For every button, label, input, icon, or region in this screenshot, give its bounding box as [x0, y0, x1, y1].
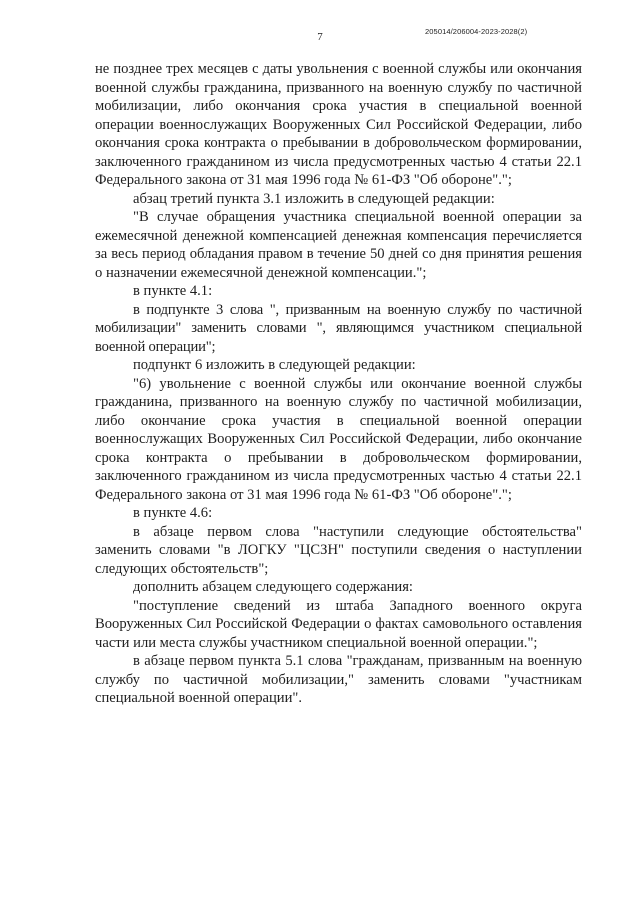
paragraph-amendment-3-1: абзац третий пункта 3.1 изложить в следующей редакции: [133, 190, 495, 207]
paragraph-point-5-1: в абзаце первом пункта 5.1 слова "гражданам, призванным на военную службу по частичной мобилизации," заменить словами "участникам специальной военной операции". [95, 653, 582, 706]
paragraph-first-abzats: в абзаце первом слова "наступили следующие обстоятельства" заменить словами "в ЛОГКУ "ЦСЗН" поступили сведения о наступлении следующих обстоятельств"; [95, 523, 582, 577]
paragraph-quote-3-1: "В случае обращения участника специальной военной операции за ежемесячной денежной компенсацией денежная компенсация перечисляется за весь период обладания правом в течение 50 дней со дня принятия решения о назначении ежемесячной денежной компенсации."; [95, 209, 582, 281]
paragraph-quote-subpoint-6: "6) увольнение с военной службы или окончание военной службы гражданина, призванного на военную службу по частичной мобилизации, либо окончание срока участия в специальной военной операции военнослужащих Вооруженных Сил Российской Федерации, либо окончание срока контракта о пребывании в добровольческом формировании, заключенного гражданином из числа предусмотренных частью 4 статьи 22.1 Федерального закона от 31 мая 1996 года № 61-ФЗ "Об обороне"."; [95, 375, 582, 503]
paragraph-point-4-6: в пункте 4.6: [133, 505, 213, 521]
document-body [95, 60, 582, 708]
paragraph-add-abzats: дополнить абзацем следующего содержания: [133, 579, 413, 595]
paragraph-quote-new-abzats: "поступление сведений из штаба Западного военного округа Вооруженных Сил Российской Федерации о фактах самовольного оставления части или места службы участником специальной военной операции."; [95, 597, 582, 651]
page-number: 7 [317, 31, 323, 43]
paragraph-point-4-1: в пункте 4.1: [133, 283, 213, 299]
paragraph-subpoint-6: подпункт 6 изложить в следующей редакции: [133, 357, 416, 373]
paragraph-subpoint-3: в подпункте 3 слова ", призванным на военную службу по частичной мобилизации" заменить словами ", являющимся участником специальной военной операции"; [95, 301, 582, 355]
document-code: 205014/206004-2023-2028(2) [425, 27, 528, 36]
paragraph-continuation: не позднее трех месяцев с даты увольнения с военной службы или окончания военной службы гражданина, призванного на военную службу по частичной мобилизации, либо окончания срока участия в специальной военной операции военнослужащих Вооруженных Сил Российской Федерации, либо окончания срока контракта о пребывании в добровольческом формировании, заключенного гражданином из числа предусмотренных частью 4 статьи 22.1 Федерального закона от 31 мая 1996 года № 61-ФЗ "Об обороне"."; [95, 61, 582, 188]
